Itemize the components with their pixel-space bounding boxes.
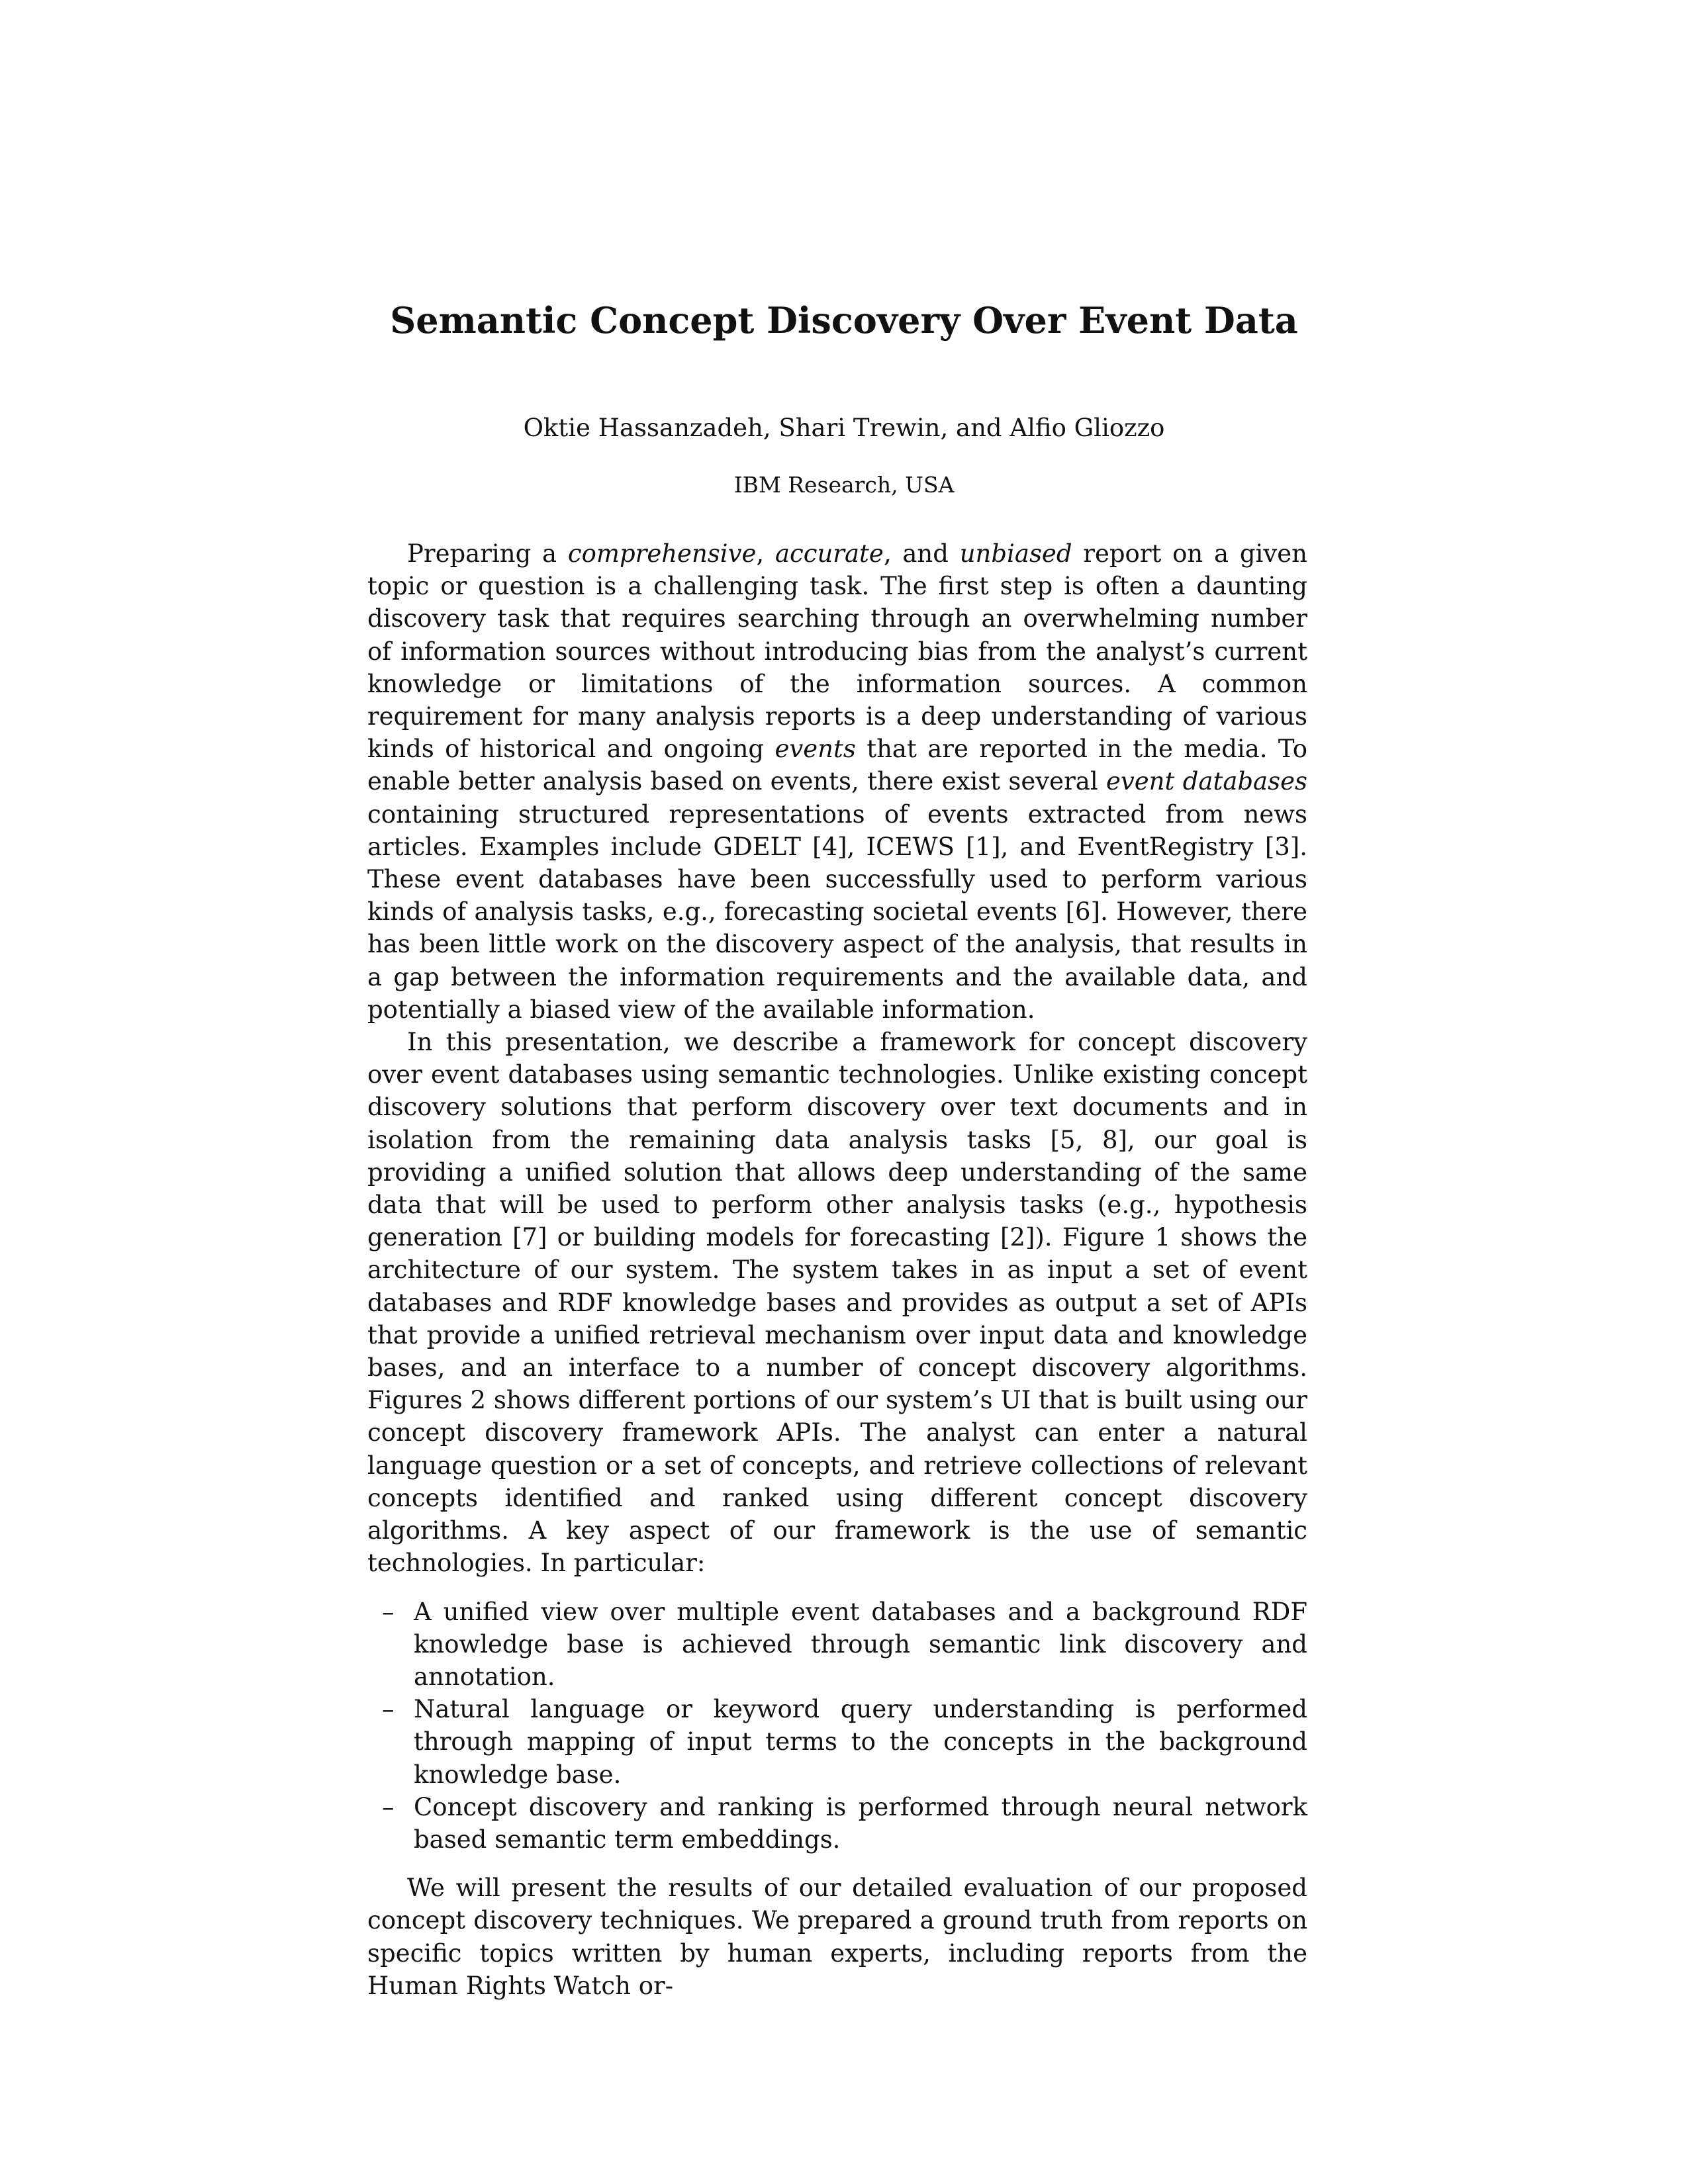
bullet-dash: – <box>382 1695 395 1724</box>
text-span: that are reported in the media. To enable better analysis based on events, there exist several <box>367 735 1307 796</box>
paragraph-intro <box>367 537 1307 1026</box>
paper-title: Semantic Concept Discovery Over Event Data <box>390 299 1298 341</box>
semantic-technology-list <box>367 1596 1307 1856</box>
emphasis-events: events <box>774 735 856 764</box>
text-span: containing structured representations of events extracted from news articles. Examples include GDELT [4], ICEWS [1], and EventRegistry [3]. These event databases have been successfully used to perform various kinds of analysis tasks, e.g., forecasting societal events [6]. However, there has been little work on the discovery aspect of the analysis, that results in a gap between the information requirements and the available data, and potentially a biased view of the available information. <box>367 799 1307 1024</box>
list-item <box>367 1791 1307 1856</box>
list-item-text: Natural language or keyword query understanding is performed through mapping of input terms to the concepts in the background knowledge base. <box>414 1695 1307 1789</box>
text-span: , <box>756 539 775 568</box>
list-item <box>367 1596 1307 1694</box>
emphasis-comprehensive: comprehensive <box>567 539 757 568</box>
bullet-dash: – <box>382 1597 395 1626</box>
text-span: Preparing a <box>407 539 568 568</box>
emphasis-unbiased: unbiased <box>959 539 1072 568</box>
bullet-dash: – <box>382 1792 395 1821</box>
list-item-text: A unified view over multiple event databases and a background RDF knowledge base is achieved through semantic link discovery and annotation. <box>414 1597 1307 1691</box>
affiliation: IBM Research, USA <box>733 472 955 498</box>
author-list: Oktie Hassanzadeh, Shari Trewin, and Alfio Gliozzo <box>523 414 1165 442</box>
list-item <box>367 1693 1307 1791</box>
emphasis-accurate: accurate <box>774 539 884 568</box>
paragraph-framework: In this presentation, we describe a framework for concept discovery over event databases using semantic technologies. Unlike existing concept discovery solutions that perform discovery over text documents and in isolation from the remaining data analysis tasks [5, 8], our goal is providing a unified solution that allows deep understanding of the same data that will be used to perform other analysis tasks (e.g., hypothesis generation [7] or building models for forecasting [2]). Figure 1 shows the architecture of our system. The system takes in as input a set of event databases and RDF knowledge bases and provides as output a set of APIs that provide a unified retrieval mechanism over input data and knowledge bases, and an interface to a number of concept discovery algorithms. Figures 2 shows different portions of our system’s UI that is built using our concept discovery framework APIs. The analyst can enter a natural language question or a set of concepts, and retrieve collections of relevant concepts identified and ranked using different concept discovery algorithms. A key aspect of our framework is the use of semantic technologies. In particular: <box>367 1028 1307 1578</box>
text-span: report on a given topic or question is a challenging task. The first step is often a daunting discovery task that requires searching through an overwhelming number of information sources without introducing bias from the analyst’s current knowledge or limitations of the information sources. A common requirement for many analysis reports is a deep understanding of various kinds of historical and ongoing <box>367 539 1308 764</box>
paper-body <box>367 537 1307 2002</box>
emphasis-event-databases: event databases <box>1105 767 1307 796</box>
list-item-text: Concept discovery and ranking is performed through neural network based semantic term embeddings. <box>414 1792 1307 1854</box>
paragraph-evaluation: We will present the results of our detailed evaluation of our proposed concept discovery techniques. We prepared a ground truth from reports on specific topics written by human experts, including reports from the Human Rights Watch or- <box>367 1874 1307 2000</box>
text-span: , and <box>883 539 960 568</box>
